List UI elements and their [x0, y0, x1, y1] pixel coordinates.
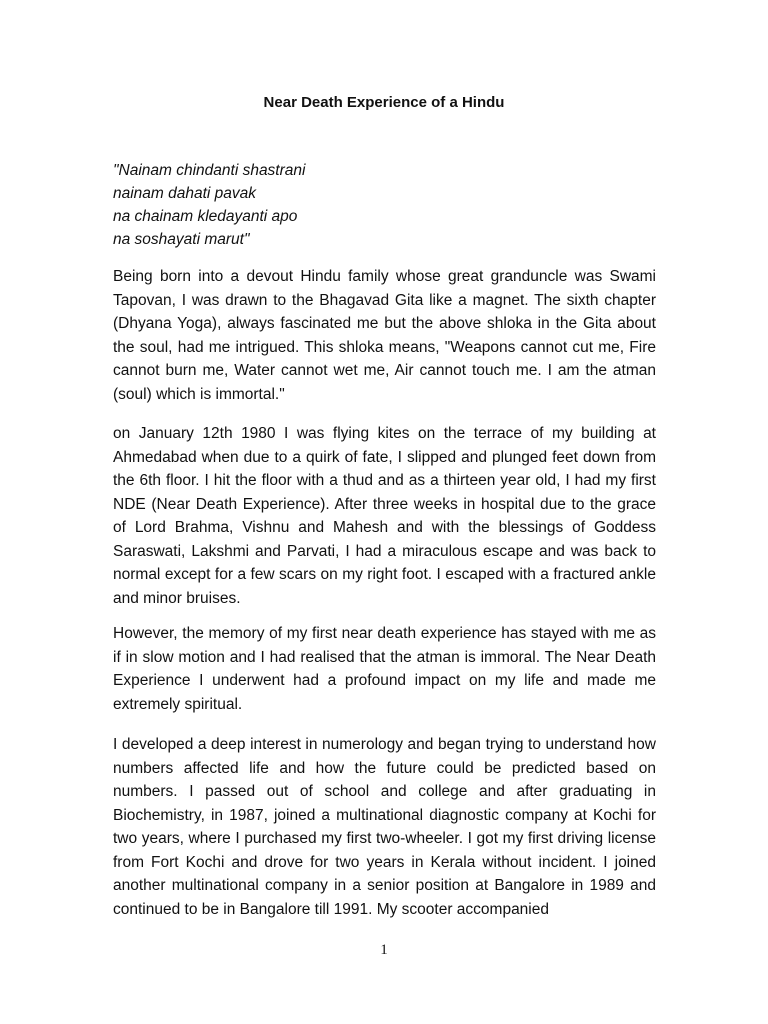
paragraph-first-nde: on January 12th 1980 I was flying kites on the terrace of my building at Ahmedabad when due to a quirk of fate, I slipped and plunged feet down from the 6th floor. I hit the floor with a thud and as a thirteen year old, I had my first NDE (Near Death Experience). After three weeks in hospital due to the grace of Lord Brahma, Vishnu and Mahesh and with the blessings of Goddess Saraswati, Lakshmi and Parvati, I had a miraculous escape and was back to normal except for a few scars on my right foot. I escaped with a fractured ankle and minor bruises. — [113, 425, 656, 607]
paragraph-career: I developed a deep interest in numerology and began trying to understand how numbers affected life and how the future could be predicted based on numbers. I passed out of school and college and after graduating in Biochemistry, in 1987, joined a multinational diagnostic company at Kochi for two years, where I purchased my first two-wheeler. I got my first driving license from Fort Kochi and drove for two years in Kerala without incident. I joined another multinational company in a senior position at Bangalore in 1989 and continued to be in Bangalore till 1991. My scooter accompanied — [113, 736, 656, 918]
verse-line: na chainam kledayanti apo — [113, 208, 298, 225]
paragraph-family-background: Being born into a devout Hindu family whose great granduncle was Swami Tapovan, I was drawn to the Bhagavad Gita like a magnet. The sixth chapter (Dhyana Yoga), always fascinated me but the above shloka in the Gita about the soul, had me intrigued. This shloka means, "Weapons cannot cut me, Fire cannot burn me, Water cannot wet me, Air cannot touch me. I am the atman (soul) which is immortal." — [113, 268, 656, 403]
page-number: 1 — [380, 942, 388, 958]
verse-line: "Nainam chindanti shastrani — [113, 162, 306, 179]
document-title: Near Death Experience of a Hindu — [263, 94, 505, 111]
verse-line: nainam dahati pavak — [113, 185, 257, 202]
verse-line: na soshayati marut" — [113, 231, 250, 248]
sanskrit-verse — [113, 159, 673, 251]
paragraph-memory: However, the memory of my first near death experience has stayed with me as if in slow motion and I had realised that the atman is immoral. The Near Death Experience I underwent had a profound impact on my life and made me extremely spiritual. — [113, 625, 656, 713]
